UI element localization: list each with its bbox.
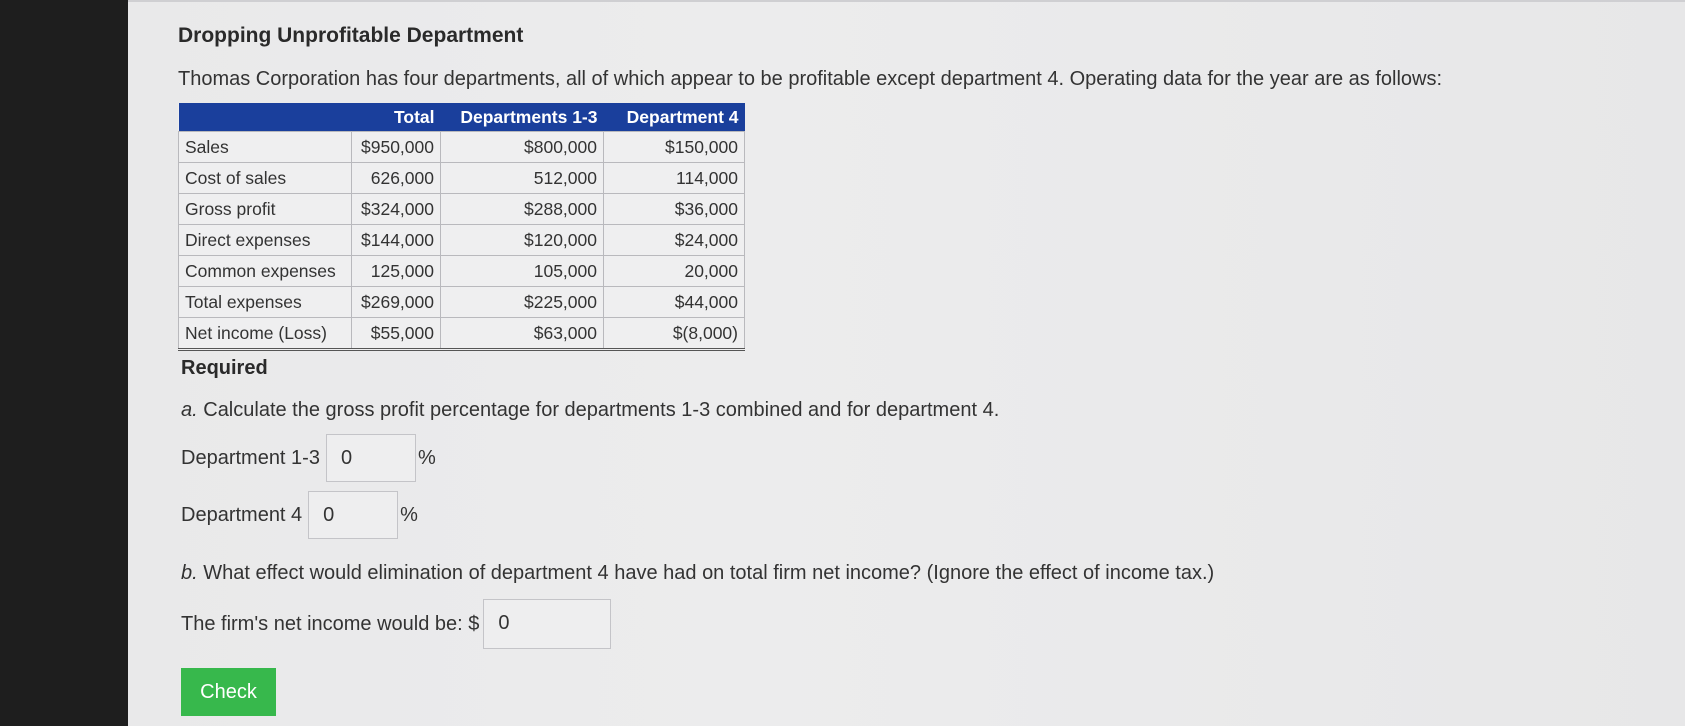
cell-dept-4: 20,000 [604, 256, 745, 287]
cell-depts-1-3: 105,000 [441, 256, 604, 287]
cell-total: $144,000 [352, 225, 441, 256]
dept-4-answer-row [181, 491, 418, 539]
row-label: Gross profit [179, 194, 352, 225]
page-title: Dropping Unprofitable Department [178, 24, 524, 47]
net-income-label: The firm's net income would be: $ [181, 612, 480, 635]
cell-total: $55,000 [352, 318, 441, 350]
question-b-text: What effect would elimination of department 4 have had on total firm net income? (Ignore the effect of income tax.) [197, 562, 1215, 584]
row-label: Direct expenses [179, 225, 352, 256]
cell-depts-1-3: $120,000 [441, 225, 604, 256]
table-row [179, 318, 745, 350]
header-departments-1-3: Departments 1-3 [441, 103, 604, 132]
table-header-row [179, 103, 745, 132]
table-row [179, 194, 745, 225]
dept-1-3-answer-row [181, 434, 436, 482]
dept-4-label: Department 4 [181, 503, 303, 526]
cell-depts-1-3: $63,000 [441, 318, 604, 350]
row-label: Total expenses [179, 287, 352, 318]
net-income-input[interactable]: 0 [483, 599, 611, 649]
net-income-answer-row [181, 599, 611, 649]
question-b-letter: b. [181, 562, 198, 584]
header-department-4: Department 4 [604, 103, 745, 132]
question-a [181, 399, 999, 422]
intro-text: Thomas Corporation has four departments, all of which appear to be profitable except department 4. Operating data for the year are as follows: [178, 68, 1443, 90]
row-label: Net income (Loss) [179, 318, 352, 350]
dept-1-3-label: Department 1-3 [181, 446, 320, 469]
row-label: Cost of sales [179, 163, 352, 194]
cell-depts-1-3: $225,000 [441, 287, 604, 318]
cell-total: $950,000 [352, 132, 441, 163]
required-heading: Required [181, 357, 268, 379]
dept-4-percent-sign: % [400, 503, 418, 526]
table-row [179, 225, 745, 256]
question-b [181, 562, 1214, 585]
header-total: Total [352, 103, 441, 132]
cell-dept-4: 114,000 [604, 163, 745, 194]
operating-data-table [178, 103, 745, 351]
cell-dept-4: $24,000 [604, 225, 745, 256]
cell-depts-1-3: $288,000 [441, 194, 604, 225]
header-blank [179, 103, 352, 132]
cell-total: 125,000 [352, 256, 441, 287]
cell-dept-4: $44,000 [604, 287, 745, 318]
question-a-letter: a. [181, 399, 198, 421]
cell-total: $324,000 [352, 194, 441, 225]
question-page [128, 0, 1685, 726]
table-row [179, 287, 745, 318]
cell-total: $269,000 [352, 287, 441, 318]
cell-total: 626,000 [352, 163, 441, 194]
question-a-text: Calculate the gross profit percentage for departments 1-3 combined and for department 4. [197, 399, 1000, 421]
cell-depts-1-3: $800,000 [441, 132, 604, 163]
table-row [179, 256, 745, 287]
row-label: Common expenses [179, 256, 352, 287]
cell-dept-4: $36,000 [604, 194, 745, 225]
row-label: Sales [179, 132, 352, 163]
dept-1-3-input[interactable]: 0 [326, 434, 416, 482]
check-button[interactable]: Check [181, 668, 276, 716]
cell-dept-4: $(8,000) [604, 318, 745, 350]
cell-dept-4: $150,000 [604, 132, 745, 163]
table-row [179, 132, 745, 163]
cell-depts-1-3: 512,000 [441, 163, 604, 194]
dept-1-3-percent-sign: % [417, 446, 436, 469]
table-row [179, 163, 745, 194]
dept-4-input[interactable]: 0 [308, 491, 398, 539]
